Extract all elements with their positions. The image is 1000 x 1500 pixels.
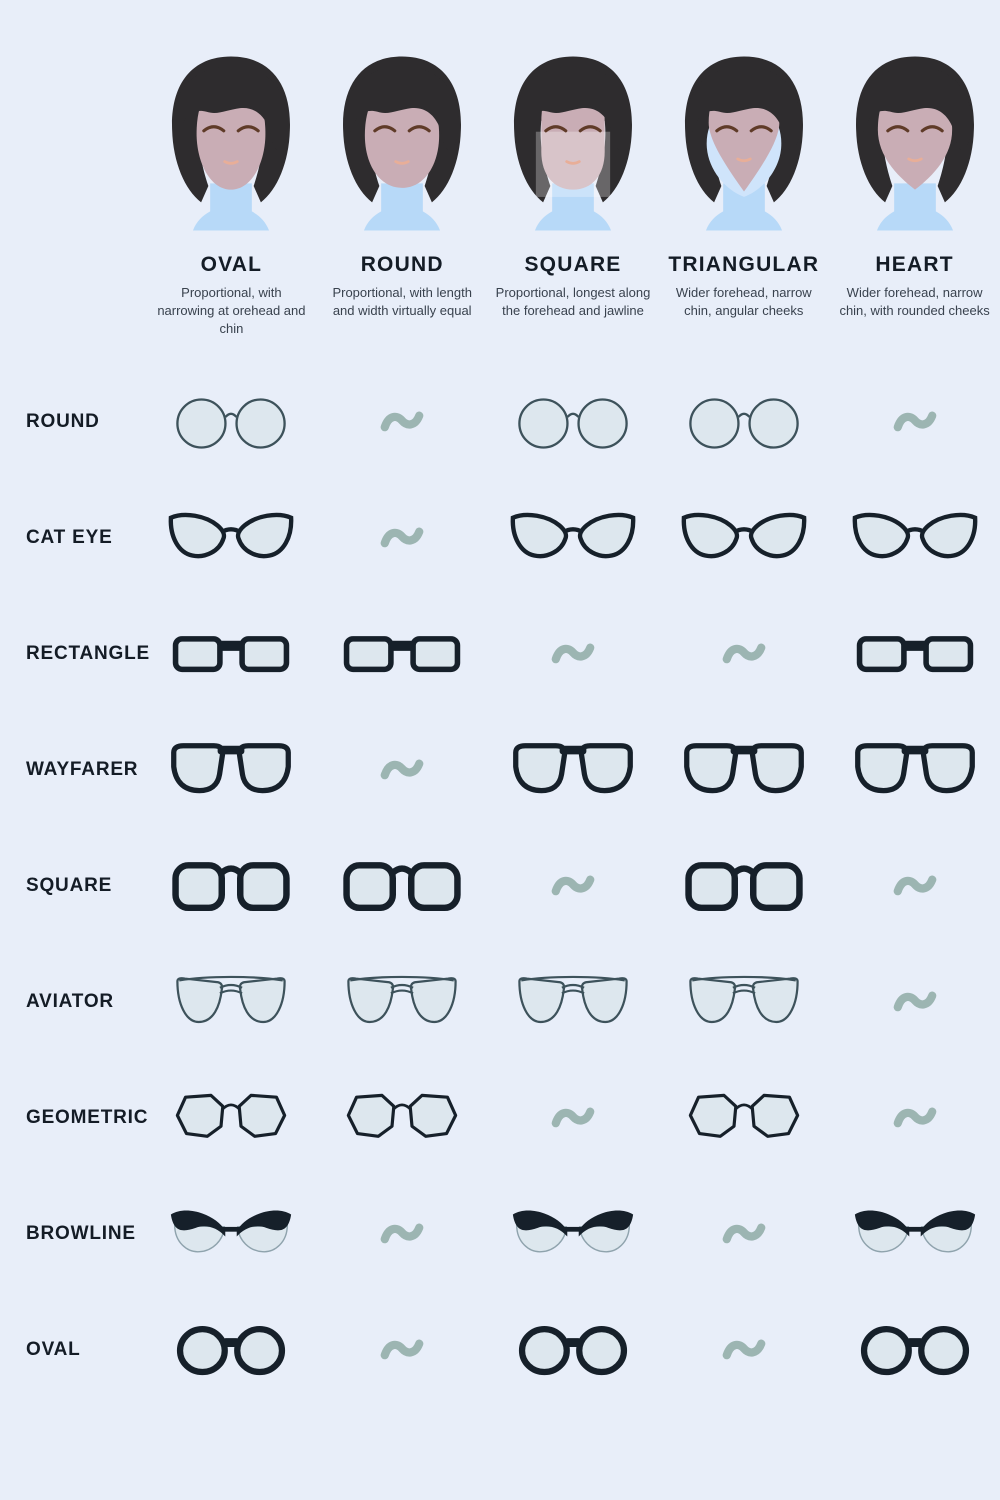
face-shape-description: Proportional, longest along the forehead and jawline (495, 284, 651, 318)
not-recommended-tilde-icon (658, 637, 829, 670)
face-shape-label: ROUND (360, 252, 444, 276)
face-shape-column-square (488, 52, 659, 320)
glasses-style-label: CAT EYE (26, 526, 113, 548)
geometric-glasses-icon (146, 1089, 317, 1145)
face-shape-column-oval (146, 52, 317, 338)
not-recommended-tilde-icon (317, 1217, 488, 1250)
not-recommended-tilde-icon (317, 753, 488, 786)
matrix-row-wayfarer (0, 712, 1000, 828)
aviator-glasses-icon (658, 973, 829, 1030)
matrix-row-square (0, 828, 1000, 944)
face-shape-label: SQUARE (524, 252, 622, 276)
cateye-glasses-icon (829, 508, 1000, 568)
face-shape-description: Wider forehead, narrow chin, with rounded cheeks (839, 284, 990, 318)
matrix-row-geometric (0, 1060, 1000, 1176)
wayfarer-glasses-icon (488, 740, 659, 799)
round-glasses-icon (658, 393, 829, 450)
glasses-style-label: WAYFARER (26, 758, 139, 780)
not-recommended-tilde-icon (317, 1333, 488, 1366)
face-shape-description: Wider forehead, narrow chin, angular cheeks (675, 284, 812, 318)
round-face-icon (317, 52, 488, 247)
not-recommended-tilde-icon (829, 405, 1000, 438)
browline-glasses-icon (146, 1204, 317, 1263)
rectangle-glasses-icon (146, 625, 317, 682)
aviator-glasses-icon (488, 973, 659, 1030)
face-shape-description: Proportional, with length and width virtually equal (332, 284, 472, 318)
matrix-row-rectangle (0, 596, 1000, 712)
glasses-style-label: OVAL (26, 1338, 81, 1360)
not-recommended-tilde-icon (488, 637, 659, 670)
square-glasses-icon (658, 857, 829, 914)
face-shape-label: TRIANGULAR (668, 252, 820, 276)
glasses-style-label: AVIATOR (26, 990, 114, 1012)
square-face-icon (488, 52, 659, 247)
browline-glasses-icon (488, 1204, 659, 1263)
matrix-row-cateye (0, 480, 1000, 596)
aviator-glasses-icon (146, 973, 317, 1030)
face-shapes-header (0, 52, 1000, 338)
oval-glasses-icon (146, 1322, 317, 1377)
not-recommended-tilde-icon (488, 1101, 659, 1134)
browline-glasses-icon (829, 1204, 1000, 1263)
face-shape-description: Proportional, with narrowing at orehead and chin (157, 284, 306, 336)
aviator-glasses-icon (317, 973, 488, 1030)
heart-face-icon (829, 52, 1000, 247)
cateye-glasses-icon (658, 508, 829, 568)
oval-face-icon (146, 52, 317, 247)
round-glasses-icon (488, 393, 659, 450)
oval-glasses-icon (488, 1322, 659, 1377)
face-shape-label: HEART (875, 252, 954, 276)
not-recommended-tilde-icon (658, 1217, 829, 1250)
round-glasses-icon (146, 393, 317, 450)
not-recommended-tilde-icon (829, 985, 1000, 1018)
glasses-style-label: GEOMETRIC (26, 1106, 149, 1128)
not-recommended-tilde-icon (317, 521, 488, 554)
wayfarer-glasses-icon (658, 740, 829, 799)
geometric-glasses-icon (658, 1089, 829, 1145)
not-recommended-tilde-icon (488, 869, 659, 902)
matrix-row-oval (0, 1292, 1000, 1408)
matrix-row-aviator (0, 944, 1000, 1060)
face-shape-label: OVAL (200, 252, 263, 276)
square-glasses-icon (146, 857, 317, 914)
cateye-glasses-icon (146, 508, 317, 568)
not-recommended-tilde-icon (829, 869, 1000, 902)
rectangle-glasses-icon (317, 625, 488, 682)
face-shape-column-heart (829, 52, 1000, 320)
not-recommended-tilde-icon (829, 1101, 1000, 1134)
face-shape-column-triangular (658, 52, 829, 320)
glasses-style-label: RECTANGLE (26, 642, 151, 664)
compatibility-matrix (0, 364, 1000, 1408)
geometric-glasses-icon (317, 1089, 488, 1145)
glasses-style-label: BROWLINE (26, 1222, 136, 1244)
rectangle-glasses-icon (829, 625, 1000, 682)
oval-glasses-icon (829, 1322, 1000, 1377)
wayfarer-glasses-icon (146, 740, 317, 799)
not-recommended-tilde-icon (658, 1333, 829, 1366)
wayfarer-glasses-icon (829, 740, 1000, 799)
matrix-row-round (0, 364, 1000, 480)
matrix-row-browline (0, 1176, 1000, 1292)
cateye-glasses-icon (488, 508, 659, 568)
glasses-style-label: SQUARE (26, 874, 113, 896)
glasses-style-label: ROUND (26, 410, 100, 432)
face-shape-column-round (317, 52, 488, 320)
not-recommended-tilde-icon (317, 405, 488, 438)
square-glasses-icon (317, 857, 488, 914)
triangular-face-icon (658, 52, 829, 247)
